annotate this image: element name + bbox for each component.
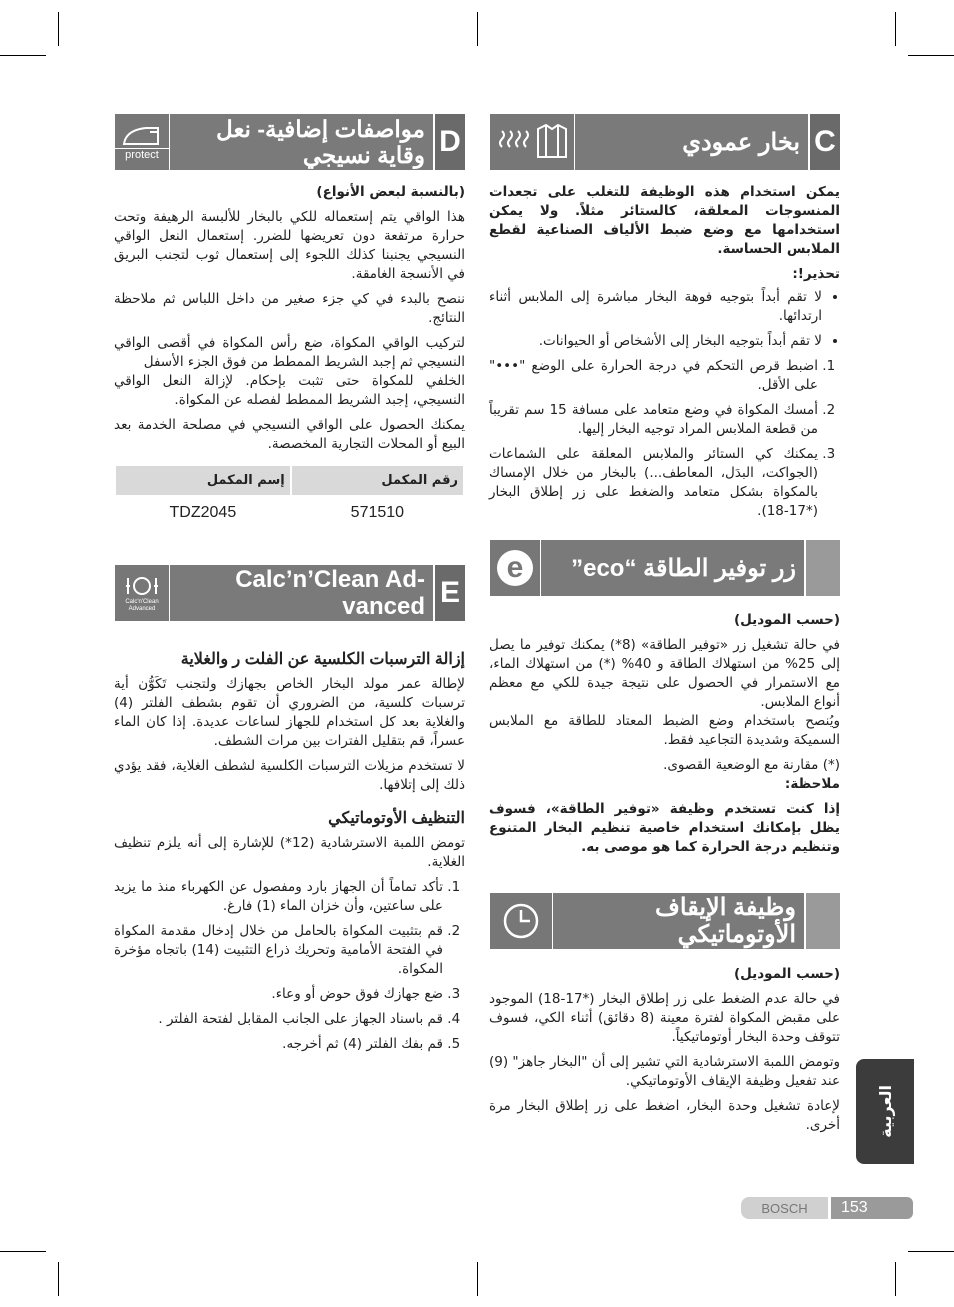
auto-clean-heading: التنظيف الأوتوماتيكي — [328, 810, 465, 827]
eco-footnote: (*) مقارنة مع الوضعية القصوى. — [663, 757, 840, 773]
protect-soleplate-icon: protect — [114, 114, 170, 170]
section-e-paragraph: لإطالة عمر مولد البخار الخاص بجهازك ولتجنب تَكَوُّن أية ترسبات كلسية، من الضروري أن تقوم بشطف الفلتر (4) والغلاية بعد كل استخدام للجهاز لساعات عديدة. إذا كان الماء عسراً، قم بتقليل الفترات بين مرات الشطف. — [114, 676, 465, 749]
crop-mark — [58, 1262, 59, 1296]
auto-off-letter-box — [806, 893, 840, 949]
auto-off-paragraph: وتومض اللمبة الاسترشادية التي تشير إلى أن "البخار جاهز" (9) عند تفعيل وظيفة الإيقاف الأوتوماتيكي. — [489, 1054, 840, 1089]
crop-mark — [908, 55, 954, 56]
warning-label: تحذير!: — [792, 266, 840, 282]
page-footer — [741, 1197, 913, 1219]
crop-mark — [0, 55, 46, 56]
eco-header — [489, 540, 840, 596]
table-cell: 571510 — [350, 504, 405, 521]
section-d-letter: D — [435, 114, 465, 170]
list-item: 3. ضع جهازك فوق حوض أو وعاء. — [114, 985, 443, 1004]
section-c-letter: C — [810, 114, 840, 170]
table-row — [115, 496, 464, 528]
crop-mark — [58, 12, 59, 46]
section-e-title: Calc’n’Clean Ad-vanced — [235, 566, 425, 620]
eco-paragraph: ويُنصح باستخدام وضع الضبط المعتاد للطاقة مع الملابس السميكة وشديدة التجاعيد فقط. — [489, 713, 840, 748]
section-e-paragraph: تومض اللمبة الاسترشادية (12*) للإشارة إلى أنه يلزم تنظيف الغلاية. — [114, 835, 465, 870]
section-d-title: مواصفات إضافية- نعل وقاية نسيجي — [216, 116, 425, 168]
auto-off-body — [489, 965, 840, 1141]
list-item: 3. يمكنك كي الستائر والملابس المعلقة على الشماعات (الجواكت، البدَل، المعاطف...) بالبخار من خلال الإمساك بالمكواة بشكل متعامد والضغط على زر إطلاق البخار (*17-18). — [489, 445, 818, 521]
list-item: 2. قم بتثبيت المكواة بالحامل من خلال إدخال مقدمة المكواة في الفتحة الأمامية وتحريك ذراع التثبيت (14) باتجاه مؤخرة المكواة. — [114, 922, 443, 979]
section-c-title: بخار عمودي — [682, 128, 800, 156]
list-item: 2. أمسك المكواة في وضع متعامد على مسافة 15 سم تقريباً من قطعة الملابس المراد توجيه البخار إليها. — [489, 401, 818, 439]
eco-paragraph: في حالة تشغيل زر «توفير الطاقة» (8*) يمكنك توفير ما يصل إلى 25% من استهلاك الطاقة و 40% (*) من استهلاك الماء، مع الاستمرار في الحصول على نتيجة جيدة للكي مع معظم أنواع الملابس. — [489, 637, 840, 710]
list-item: 4. قم باسناد الجهاز على الجانب المقابل لفتحة الفلتر . — [114, 1010, 443, 1029]
model-note: (حسب الموديل) — [733, 612, 840, 628]
crop-mark — [895, 12, 896, 46]
crop-mark — [0, 1251, 46, 1252]
section-d-paragraph: يمكنك الحصول على الواقي النسيجي في مصلحة الخدمة بعد البيع أو المحلات التجارية المخصصة. — [114, 417, 465, 452]
language-tab — [856, 1059, 914, 1164]
table-cell: TDZ2045 — [169, 504, 237, 521]
section-e-paragraph: لا تستخدم مزيلات الترسبات الكلسية لشطف الغلاية، فقد يؤدي ذلك إلى إتلافها. — [114, 758, 465, 793]
eco-body — [489, 611, 840, 863]
table-header: إسم المكمل — [115, 465, 291, 496]
section-e-header — [114, 565, 465, 621]
eco-title: زر توفير الطاقة “eco” — [571, 554, 796, 582]
auto-off-title: وظيفة الإيقاف الأوتوماتيكي — [655, 894, 796, 948]
auto-off-paragraph: لإعادة تشغيل وحدة البخار، اضغط على زر إطلاق البخار مرة أخرى. — [489, 1098, 840, 1133]
eco-note: إذا كنت تستخدم وظيفة «توفير الطاقة»، فسوف يظل بإمكانك استخدام خاصية تنظيم البخار المتنوع وتنظيم درجة الحرارة كما هو موصى به. — [489, 801, 840, 855]
crop-mark — [895, 1262, 896, 1296]
descaling-heading: إزالة الترسبات الكلسية عن الفلت ر والغلاية — [180, 651, 465, 668]
section-d-paragraph: لتركيب الواقي المكواة، ضع رأس المكواة في أقصى الواقي النسيجي ثم إجبد الشريط الممطط من فوق الجزء الأسفل — [114, 335, 465, 370]
section-d-paragraph: هذا الواقي يتم إستعماله للكي بالبخار للألبسة الرهيفة وتحت حرارة مرتفعة دون تعريضها للضرر. إستعمال النعل الواقي النسيجي يجنبنا كذلك اللجوء إلى إستعمال ثوب لتجنب البريق في الأنسجة الغامقة. — [114, 209, 465, 282]
auto-off-paragraph: في حالة عدم الضغط على زر إطلاق البخار (*17-18) الموجود على مقبض المكواة لفترة معينة (8 دقائق) أثناء الكي، فسوف تتوقف وحدة البخار أوتوماتيكياً. — [489, 991, 840, 1045]
section-e-letter: E — [435, 565, 465, 621]
model-note: (بالنسبة لبعض الأنواع) — [316, 184, 465, 200]
section-c-body — [489, 183, 840, 527]
accessory-table — [114, 464, 465, 528]
section-d-paragraph: الخلفي للمكواة حتى تثبت بإحكام. لإزالة النعل الواقي النسيجي، إجبد الشريط الممطط لفصله عن المكواة. — [114, 373, 465, 408]
list-item: • لا تقم أبداً بتوجيه فوهة البخار مباشرة إلى الملابس أثناء ارتدائها. — [489, 288, 822, 326]
auto-off-header — [489, 893, 840, 949]
crop-mark — [477, 12, 478, 46]
crop-mark — [908, 1251, 954, 1252]
list-item: 5. قم بفك الفلتر (4) ثم أخرجه. — [114, 1035, 443, 1054]
clock-icon — [489, 893, 553, 949]
vertical-steam-icon — [489, 114, 575, 170]
section-c-header — [489, 114, 840, 170]
list-item: 1. تأكد تماماً أن الجهاز بارد ومفصول عن الكهرباء منذ ما يزيد على ساعتين، وأن خزان الماء (1) فارغ. — [114, 878, 443, 916]
eco-letter-box — [806, 540, 840, 596]
section-d-paragraph: ننصح بالبدء في كي جزء صغير من داخل اللباس ثم ملاحظة النتائج. — [114, 291, 465, 326]
list-item: 1. اضبط قرص التحكم في درجة الحرارة على الوضع "•••" على الأقل. — [489, 357, 818, 395]
page-number: 153 — [831, 1197, 913, 1219]
list-item: • لا تقم أبداً بتوجيه البخار إلى الأشخاص أو الحيوانات. — [489, 332, 822, 351]
section-e-steps — [114, 878, 465, 1054]
warning-list — [489, 288, 840, 351]
note-label: ملاحظة: — [784, 776, 840, 792]
crop-mark — [477, 1262, 478, 1296]
calc-clean-icon: Calc'n'Clean Advanced — [114, 565, 170, 621]
eco-badge-icon: e — [489, 540, 541, 596]
section-d-body — [114, 183, 465, 528]
section-e-body — [114, 640, 465, 1060]
brand-label: BOSCH — [741, 1197, 828, 1219]
section-c-intro: يمكن استخدام هذه الوظيفة للتغلب على تجعدات المنسوجات المعلقة، كالستائر مثلاً. ولا يمكن استخدامها مع وضع ضبط الألياف الصناعية لقطع الملابس الحساسة. — [489, 184, 840, 257]
section-d-header — [114, 114, 465, 170]
section-c-steps — [489, 357, 840, 521]
table-header: رقم المكمل — [291, 465, 464, 496]
language-tab-label: العربية — [875, 1085, 895, 1138]
model-note: (حسب الموديل) — [733, 966, 840, 982]
